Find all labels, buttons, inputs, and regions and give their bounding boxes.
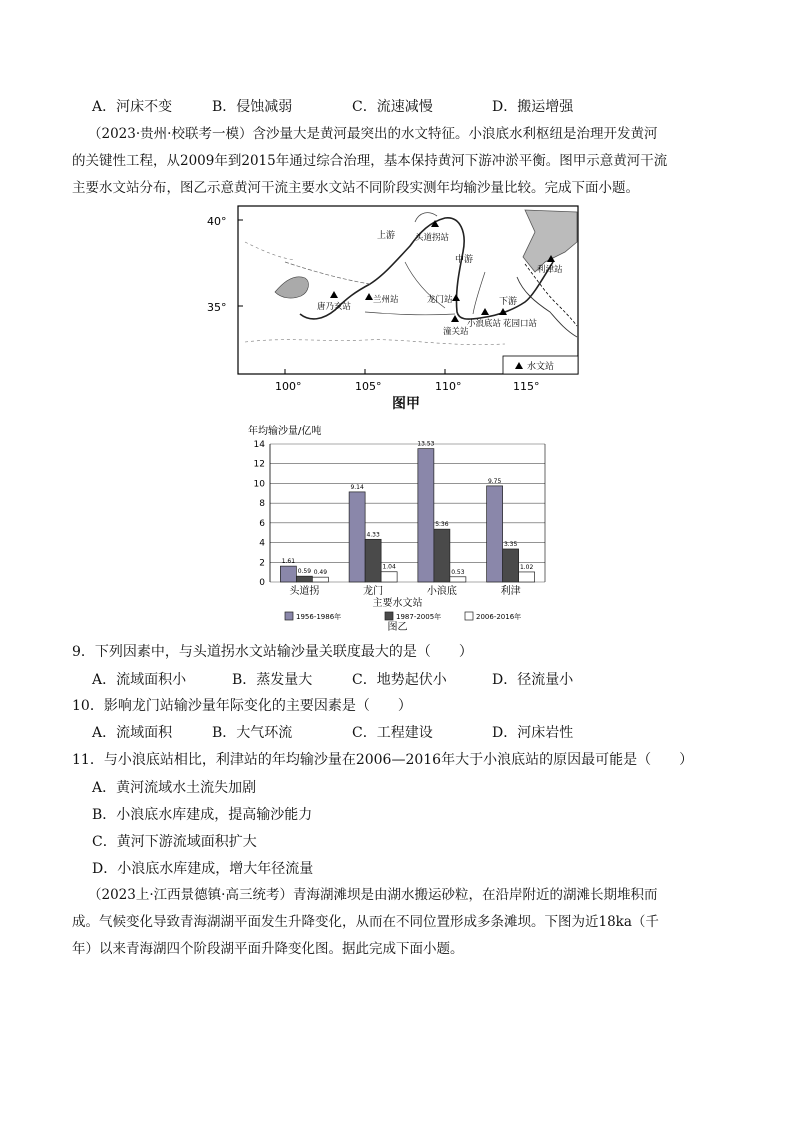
bar-头道拐-2 [312, 577, 328, 582]
bar-label-小浪底-2: 0.53 [451, 568, 465, 576]
bar-label-龙门-0: 9.14 [350, 483, 364, 491]
lat-label-40: 40° [207, 215, 227, 228]
bar-label-利津-1: 3.35 [503, 540, 518, 548]
svg-text:小浪底站: 小浪底站 [467, 319, 502, 329]
legend-label-2: 2006-2016年 [476, 613, 522, 621]
lat-label-35: 35° [207, 301, 227, 314]
region-lower: 下游 [499, 297, 518, 307]
legend-swatch-0 [285, 612, 293, 620]
intro1-line-2: 的关键性工程，从2009年到2015年通过综合治理，基本保持黄河下游冲淤平衡。图甲示意黄河干流 [72, 153, 668, 169]
q9-option-d: D．径流量小 [492, 672, 574, 688]
map-figure [205, 202, 595, 417]
svg-text:花园口站: 花园口站 [503, 319, 538, 329]
q10-option-a: A．流域面积 [92, 725, 173, 741]
y-tick-label-0: 0 [259, 578, 265, 588]
bar-头道拐-1 [296, 576, 312, 582]
q9-option-a: A．流域面积小 [92, 672, 187, 688]
bar-label-利津-2: 1.02 [519, 563, 534, 571]
intro2-line-3: 年）以来青海湖四个阶段湖平面升降变化图。据此完成下面小题。 [72, 941, 464, 957]
q11-option-b: B．小浪底水库建成，提高输沙能力 [92, 807, 313, 823]
q9-option-c: C．地势起伏小 [352, 672, 447, 688]
q11-option-c: C．黄河下游流域面积扩大 [92, 834, 257, 850]
bar-label-头道拐-1: 0.59 [297, 568, 312, 576]
category-label-1: 龙门 [363, 586, 384, 597]
bar-龙门-1 [365, 539, 381, 582]
lon-label-115: 115° [513, 380, 540, 393]
map-caption: 图甲 [392, 396, 420, 412]
category-label-3: 利津 [500, 586, 521, 597]
bar-利津-1 [503, 549, 519, 582]
q9-stem: 9．下列因素中，与头道拐水文站输沙量关联度最大的是（ ） [72, 644, 473, 660]
bar-label-头道拐-0: 1.61 [281, 558, 296, 566]
intro2-line-2: 成。气候变化导致青海湖湖平面发生升降变化，从而在不同位置形成多条滩坝。下图为近18ka（千 [72, 914, 659, 930]
bar-小浪底-1 [434, 529, 450, 582]
svg-text:龙门站: 龙门站 [427, 295, 453, 305]
svg-text:潼关站: 潼关站 [443, 327, 469, 337]
q11-stem: 11．与小浪底站相比，利津站的年均输沙量在2006—2016年大于小浪底站的原因最可能是（ ） [72, 752, 694, 768]
q11-option-a: A．黄河流域水土流失加剧 [92, 780, 257, 796]
q10-option-c: C．工程建设 [352, 725, 433, 741]
lon-label-100: 100° [275, 380, 302, 393]
bar-利津-2 [519, 572, 535, 582]
category-label-0: 头道拐 [289, 586, 320, 597]
bar-label-利津-0: 9.75 [487, 477, 502, 485]
q10-stem: 10．影响龙门站输沙量年际变化的主要因素是（ ） [72, 698, 412, 714]
svg-text:利津站: 利津站 [537, 265, 563, 275]
lon-label-105: 105° [355, 380, 382, 393]
q9-option-b: B．蒸发量大 [232, 672, 313, 688]
bar-头道拐-0 [280, 566, 296, 582]
region-upper: 上游 [377, 231, 396, 241]
bar-label-龙门-2: 1.04 [382, 563, 396, 571]
legend-swatch-2 [465, 612, 473, 620]
chart-title: 年均输沙量/亿吨 [248, 426, 322, 437]
lon-label-110: 110° [435, 380, 462, 393]
bar-龙门-0 [349, 492, 365, 582]
q8-option-a: A．河床不变 [92, 99, 173, 115]
q8-option-b: B．侵蚀减弱 [212, 99, 293, 115]
bar-label-小浪底-1: 5.36 [435, 521, 449, 529]
svg-text:唐乃亥站: 唐乃亥站 [317, 302, 352, 312]
q8-option-d: D．搬运增强 [492, 99, 574, 115]
q10-option-d: D．河床岩性 [492, 725, 574, 741]
legend-label-1: 1987-2005年 [396, 613, 442, 621]
sediment-bar-chart [240, 420, 570, 636]
category-label-2: 小浪底 [426, 586, 457, 597]
q11-option-d: D．小浪底水库建成，增大年径流量 [92, 861, 314, 877]
y-tick-label-7: 14 [253, 440, 265, 450]
y-tick-label-6: 12 [253, 459, 265, 470]
map-legend: 水文站 [527, 362, 555, 372]
y-tick-label-2: 4 [259, 538, 265, 549]
svg-text:兰州站: 兰州站 [373, 295, 399, 305]
q10-option-b: B．大气环流 [212, 725, 293, 741]
bar-小浪底-0 [418, 449, 434, 582]
intro1-line-1: （2023·贵州·校联考一模）含沙量大是黄河最突出的水文特征。小浪底水利枢纽是治理开发黄河 [88, 126, 658, 142]
bar-label-头道拐-2: 0.49 [313, 569, 328, 577]
y-tick-label-4: 8 [259, 499, 265, 510]
y-tick-label-1: 2 [259, 558, 265, 569]
q8-option-c: C．流速减慢 [352, 99, 433, 115]
legend-swatch-1 [385, 612, 393, 620]
y-tick-label-3: 6 [259, 518, 265, 529]
bar-label-龙门-1: 4.33 [366, 531, 380, 539]
svg-text:头道拐站: 头道拐站 [415, 233, 450, 243]
y-tick-label-5: 10 [253, 479, 265, 490]
intro2-line-1: （2023上·江西景德镇·高三统考）青海湖滩坝是由湖水搬运砂粒，在沿岸附近的湖滩长期堆积而 [88, 887, 658, 903]
chart-caption: 图乙 [387, 622, 408, 633]
intro1-line-3: 主要水文站分布，图乙示意黄河干流主要水文站不同阶段实测年均输沙量比较。完成下面小题。 [72, 180, 639, 196]
region-middle: 中游 [455, 255, 474, 265]
bar-利津-0 [487, 486, 503, 582]
bar-label-小浪底-0: 13.53 [417, 440, 435, 448]
bar-龙门-2 [381, 572, 397, 582]
legend-label-0: 1956-1986年 [296, 613, 342, 621]
bar-小浪底-2 [450, 577, 466, 582]
x-axis-label: 主要水文站 [372, 598, 423, 609]
